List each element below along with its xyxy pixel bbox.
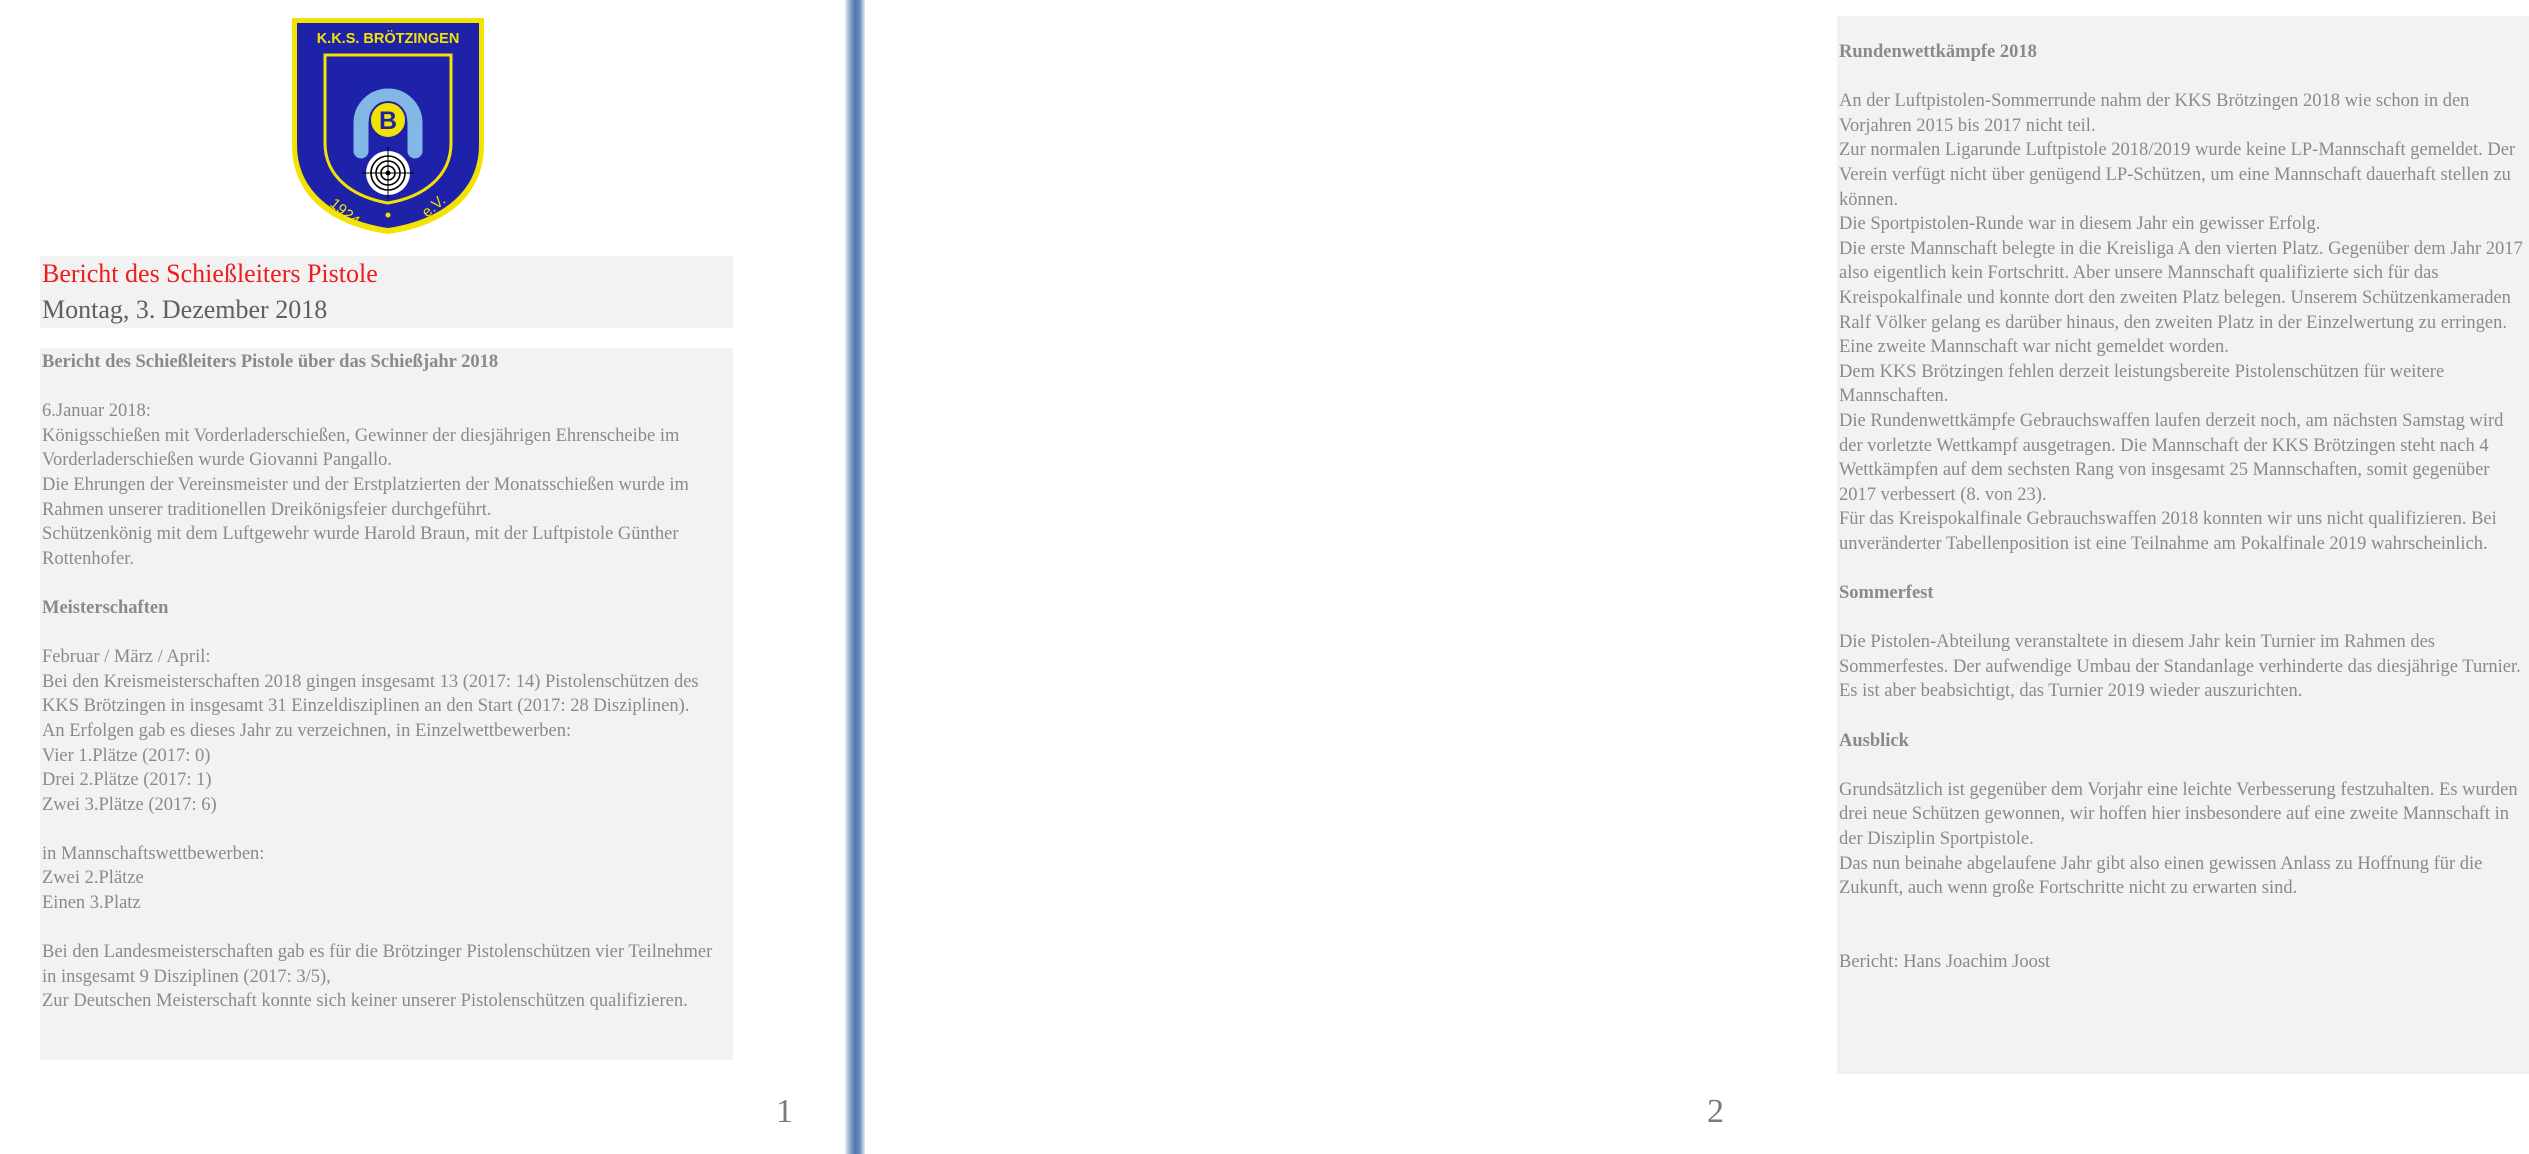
- title-block: [40, 256, 733, 328]
- club-logo: [289, 15, 487, 237]
- paragraph-ausblick: Grundsätzlich ist gegenüber dem Vorjahr eine leichte Verbesserung festzuhalten. Es wurden drei neue Schützen gewonnen, wir hoffen hier insbesondere auf eine zweite Mannschaft in der Disziplin Sportpistole. Das nun beinahe abgelaufene Jahr gibt also einen gewissen Anlass zu Hoffnung für die Zukunft, auch wenn große Fortschritte nicht zu erwarten sind.: [1839, 779, 2518, 899]
- paragraph-rundenwettkaempfe: An der Luftpistolen-Sommerrunde nahm der KKS Brötzingen 2018 wie schon in den Vorjahren 2015 bis 2017 nicht teil. Zur normalen Ligarunde Luftpistole 2018/2019 wurde keine LP-Mannschaft gemeldet. Der Verein verfügt nicht über genügend LP-Schützen, um eine Mannschaft dauerhaft stellen zu können. Die Sportpistolen-Runde war in diesem Jahr ein gewisser Erfolg. Die erste Mannschaft belegte in die Kreisliga A den vierten Platz. Gegenüber dem Jahr 2017 also eigentlich kein Fortschritt. Aber unsere Mannschaft qualifizierte sich für das Kreispokalfinale und konnte dort den zweiten Platz belegen. Unserem Schützenkameraden Ralf Völker gelang es darüber hinaus, den zweiten Platz in der Einzelwertung zu erringen. Eine zweite Mannschaft war nicht gemeldet worden. Dem KKS Brötzingen fehlen derzeit leistungsbereite Pistolenschützen für weitere Mannschaften. Die Rundenwettkämpfe Gebrauchswaffen laufen derzeit noch, am nächsten Samstag wird der vorletzte Wettkampf ausgetragen. Die Mannschaft der KKS Brötzingen steht nach 4 Wettkämpfen auf dem sechsten Rang von insgesamt 25 Mannschaften, somit gegenüber 2017 verbessert (8. von 23). Für das Kreispokalfinale Gebrauchswaffen 2018 konnten wir uns nicht qualifizieren. Bei unveränderter Tabellenposition ist eine Teilnahme am Pokalfinale 2019 wahrscheinlich.: [1839, 91, 2523, 554]
- paragraph-kreismeisterschaften: Februar / März / April: Bei den Kreismeisterschaften 2018 gingen insgesamt 13 (2017: 14) Pistolenschützen des KKS Brötzingen in insgesamt 31 Einzeldisziplinen an den Start (2017: 28 Disziplinen). An Erfolgen gab es dieses Jahr zu verzeichnen, in Einzelwettbewerben: Vier 1.Plätze (2017: 0) Drei 2.Plätze (2017: 1) Zwei 3.Plätze (2017: 6): [42, 647, 699, 815]
- section-heading-meisterschaften: Meisterschaften: [42, 597, 169, 618]
- author-line: Bericht: Hans Joachim Joost: [1839, 951, 2051, 972]
- logo-club-name: K.K.S. BRÖTZINGEN: [316, 31, 460, 47]
- logo-year: 1924: [326, 195, 363, 230]
- document-page-1: [0, 0, 845, 1154]
- section-heading-ausblick: Ausblick: [1839, 730, 1909, 751]
- paragraph-intro: 6.Januar 2018: Königsschießen mit Vorderladerschießen, Gewinner der diesjährigen Ehrenscheibe im Vorderladerschießen wurde Giovanni Pangallo. Die Ehrungen der Vereinsmeister und der Erstplatzierten der Monatsschießen wurde im Rahmen unserer traditionellen Dreikönigsfeier durchgeführt. Schützenkönig mit dem Luftgewehr wurde Harold Braun, mit der Luftpistole Günther Rottenhofer.: [42, 401, 689, 569]
- section-heading-report: Bericht des Schießleiters Pistole über das Schießjahr 2018: [42, 352, 499, 372]
- logo-letter: B: [378, 107, 398, 135]
- page-number: 2: [1707, 1093, 1724, 1130]
- paragraph-sommerfest: Die Pistolen-Abteilung veranstaltete in diesem Jahr kein Turnier im Rahmen des Sommerfestes. Der aufwendige Umbau der Standanlage verhinderte das diesjährige Turnier. Es ist aber beabsichtigt, das Turnier 2019 wieder auszurichten.: [1839, 632, 2521, 702]
- report-date: Montag, 3. Dezember 2018: [42, 295, 328, 324]
- section-heading-sommerfest: Sommerfest: [1839, 583, 1934, 604]
- document-page-2: [865, 0, 2523, 1154]
- page-divider: [845, 0, 865, 1154]
- section-heading-rundenwettkaempfe: Rundenwettkämpfe 2018: [1839, 42, 2037, 62]
- report-title: Bericht des Schießleiters Pistole: [42, 259, 378, 288]
- report-body-page-2: [1837, 16, 2529, 1074]
- paragraph-mannschaft: in Mannschaftswettbewerben: Zwei 2.Plätze Einen 3.Platz: [42, 843, 265, 914]
- report-body-page-1: [40, 348, 733, 1060]
- paragraph-landesmeisterschaften: Bei den Landesmeisterschaften gab es für die Brötzinger Pistolenschützen vier Teilnehmer in insgesamt 9 Disziplinen (2017: 3/5), Zur Deutschen Meisterschaft konnte sich keiner unserer Pistolenschützen qualifizieren.: [42, 942, 713, 1012]
- logo-suffix: e.V.: [418, 191, 449, 222]
- page-number: 1: [776, 1093, 793, 1130]
